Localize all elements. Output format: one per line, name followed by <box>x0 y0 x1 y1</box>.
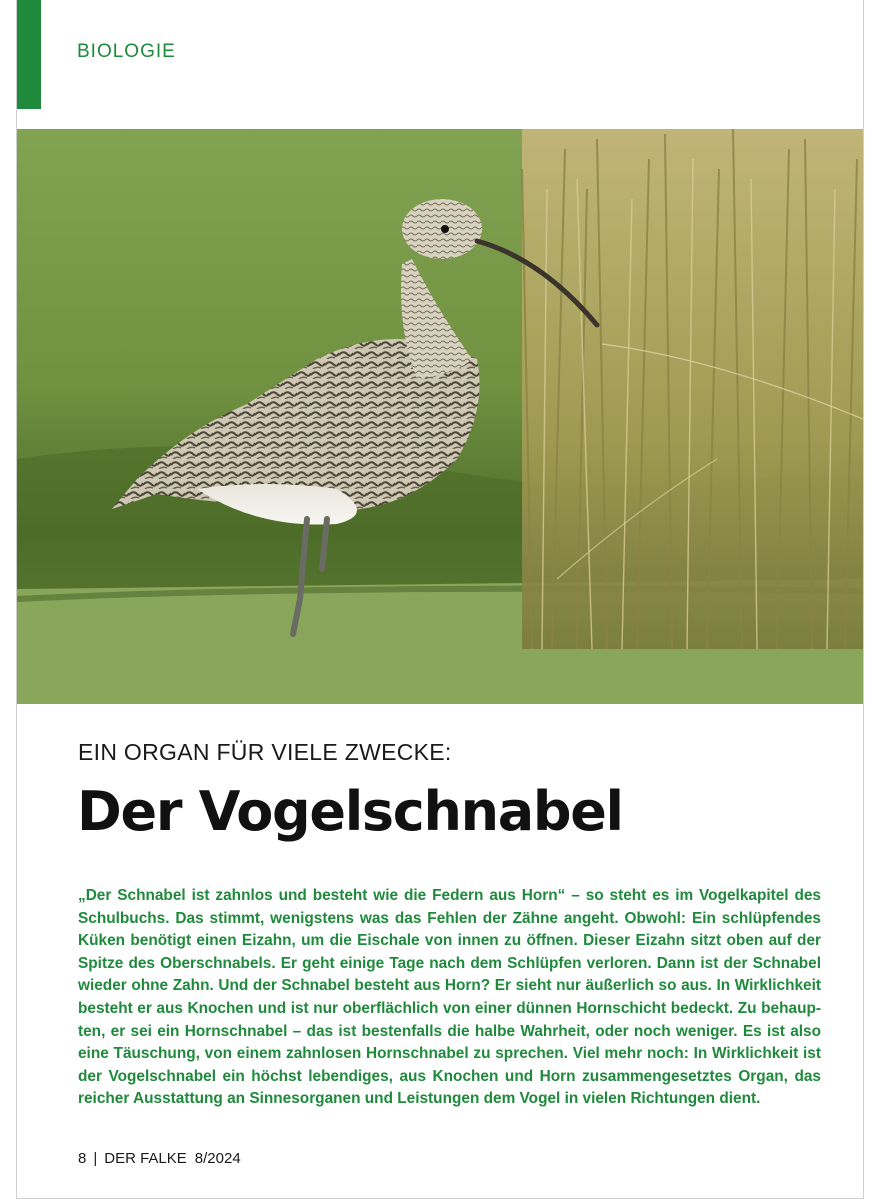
lead-line: ten, er sei ein Hornschnabel – das ist bestenfalls die halbe Wahrheit, oder noch weniger. Es ist also <box>78 1022 821 1040</box>
lead-line: Spitze des Oberschnabels. Er geht einige Tage nach dem Schlüpfen verloren. Dann ist der Schnabel <box>78 954 821 972</box>
lead-line: wieder ohne Zahn. Und der Schnabel besteht aus Horn? Er sieht nur äußerlich so aus. In Wirklichkeit <box>78 977 821 995</box>
section-label: BIOLOGIE <box>77 41 176 62</box>
footer-separator: | <box>93 1150 98 1167</box>
issue-number: 8/2024 <box>194 1150 241 1167</box>
page-number: 8 <box>78 1150 87 1167</box>
magazine-name: DER FALKE <box>104 1150 187 1167</box>
lead-line: Küken benötigt einen Eizahn, um die Eischale von innen zu öffnen. Dieser Eizahn sitzt oben auf der <box>78 932 821 950</box>
lead-line: der Vogelschnabel ein höchst lebendiges, aus Knochen und Horn zusammengesetztes Organ, das <box>78 1067 821 1085</box>
section-accent-bar <box>17 0 41 109</box>
lead-line: eine Täuschung, von einem zahnlosen Hornschnabel zu sprechen. Viel mehr noch: In Wirklichkeit ist <box>78 1045 821 1063</box>
article-lead <box>78 885 821 1111</box>
lead-line: reicher Ausstattung an Sinnesorganen und Leistungen dem Vogel in vielen Richtungen dient. <box>78 1090 761 1108</box>
article-headline: Der Vogelschnabel <box>77 780 623 843</box>
lead-line: Schulbuchs. Das stimmt, wenigstens was das Fehlen der Zähne angeht. Obwohl: Ein schlüpfendes <box>78 909 821 927</box>
lead-line: besteht er aus Knochen und ist nur oberflächlich von einer dünnen Hornschicht bedeckt. Zu behaup- <box>78 999 821 1017</box>
page-footer <box>78 1150 241 1167</box>
magazine-page <box>16 0 864 1199</box>
curlew-photo-illustration <box>17 129 863 704</box>
lead-line: „Der Schnabel ist zahnlos und besteht wie die Federn aus Horn“ – so steht es im Vogelkapitel des <box>78 887 821 904</box>
article-kicker: EIN ORGAN FÜR VIELE ZWECKE: <box>78 739 452 765</box>
curlew-photo <box>17 129 863 704</box>
